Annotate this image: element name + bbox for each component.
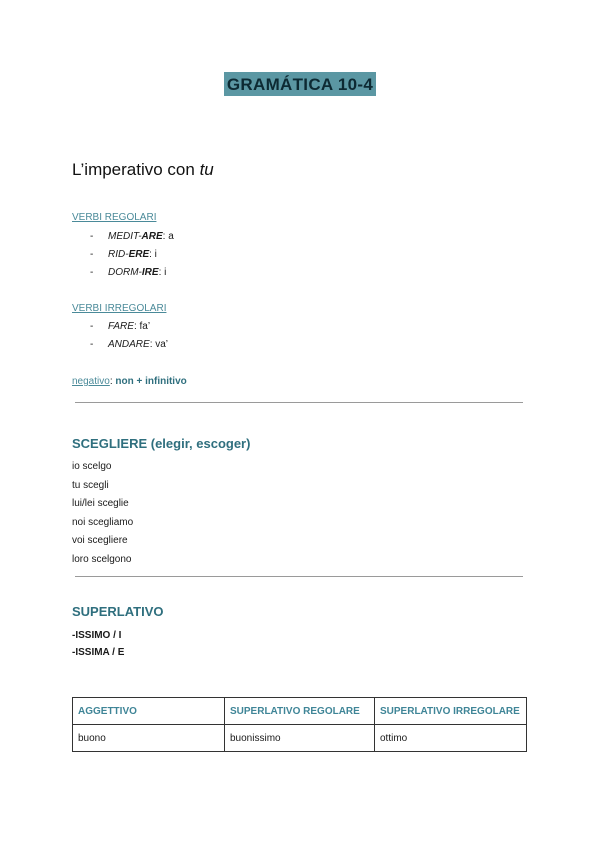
list-item: noi scegliamo (72, 516, 134, 528)
table-cell: buono (73, 725, 225, 752)
list-item: loro scelgono (72, 553, 132, 565)
page-title-wrap (0, 75, 600, 95)
imperative-heading (72, 160, 214, 180)
regular-verbs-list (90, 228, 174, 282)
divider (75, 576, 523, 577)
table-cell: buonissimo (225, 725, 375, 752)
list-item: -ISSIMA / E (72, 647, 125, 658)
page-title: GRAMÁTICA 10-4 (224, 72, 376, 96)
table-cell: ottimo (375, 725, 527, 752)
scegliere-conjugation (72, 458, 133, 569)
imperative-heading-em: tu (199, 160, 214, 179)
list-item: -ISSIMO / I (72, 630, 122, 641)
table-header-cell: AGGETTIVO (73, 698, 225, 725)
superlativo-heading: SUPERLATIVO (72, 604, 164, 619)
list-item: - MEDIT-ARE: a (90, 231, 174, 242)
imperative-heading-text: L’imperativo con (72, 160, 200, 179)
divider (75, 402, 523, 403)
list-item: io scelgo (72, 461, 112, 472)
scegliere-heading: SCEGLIERE (elegir, escoger) (72, 436, 251, 451)
list-item: - RID-ERE: i (90, 249, 157, 260)
negative-rule-text: non + infinitivo (115, 376, 187, 387)
list-item: lui/lei sceglie (72, 498, 129, 509)
superlativo-suffixes (72, 627, 124, 661)
irregular-verbs-label: VERBI IRREGOLARI (72, 303, 167, 314)
list-item: voi scegliere (72, 535, 128, 546)
list-item: - DORM-IRE: i (90, 267, 167, 278)
table-header-row (73, 698, 527, 725)
negative-rule: negativo: non + infinitivo (72, 376, 187, 387)
list-item: - FARE: fa’ (90, 321, 151, 332)
table-row (73, 725, 527, 752)
list-item: - ANDARE: va’ (90, 339, 169, 350)
negative-label: negativo (72, 376, 110, 387)
list-item: tu scegli (72, 479, 109, 491)
superlativo-table (72, 697, 527, 752)
irregular-verbs-list (90, 318, 168, 354)
regular-verbs-label: VERBI REGOLARI (72, 212, 157, 223)
table-header-cell: SUPERLATIVO REGOLARE (225, 698, 375, 725)
table-header-cell: SUPERLATIVO IRREGOLARE (375, 698, 527, 725)
